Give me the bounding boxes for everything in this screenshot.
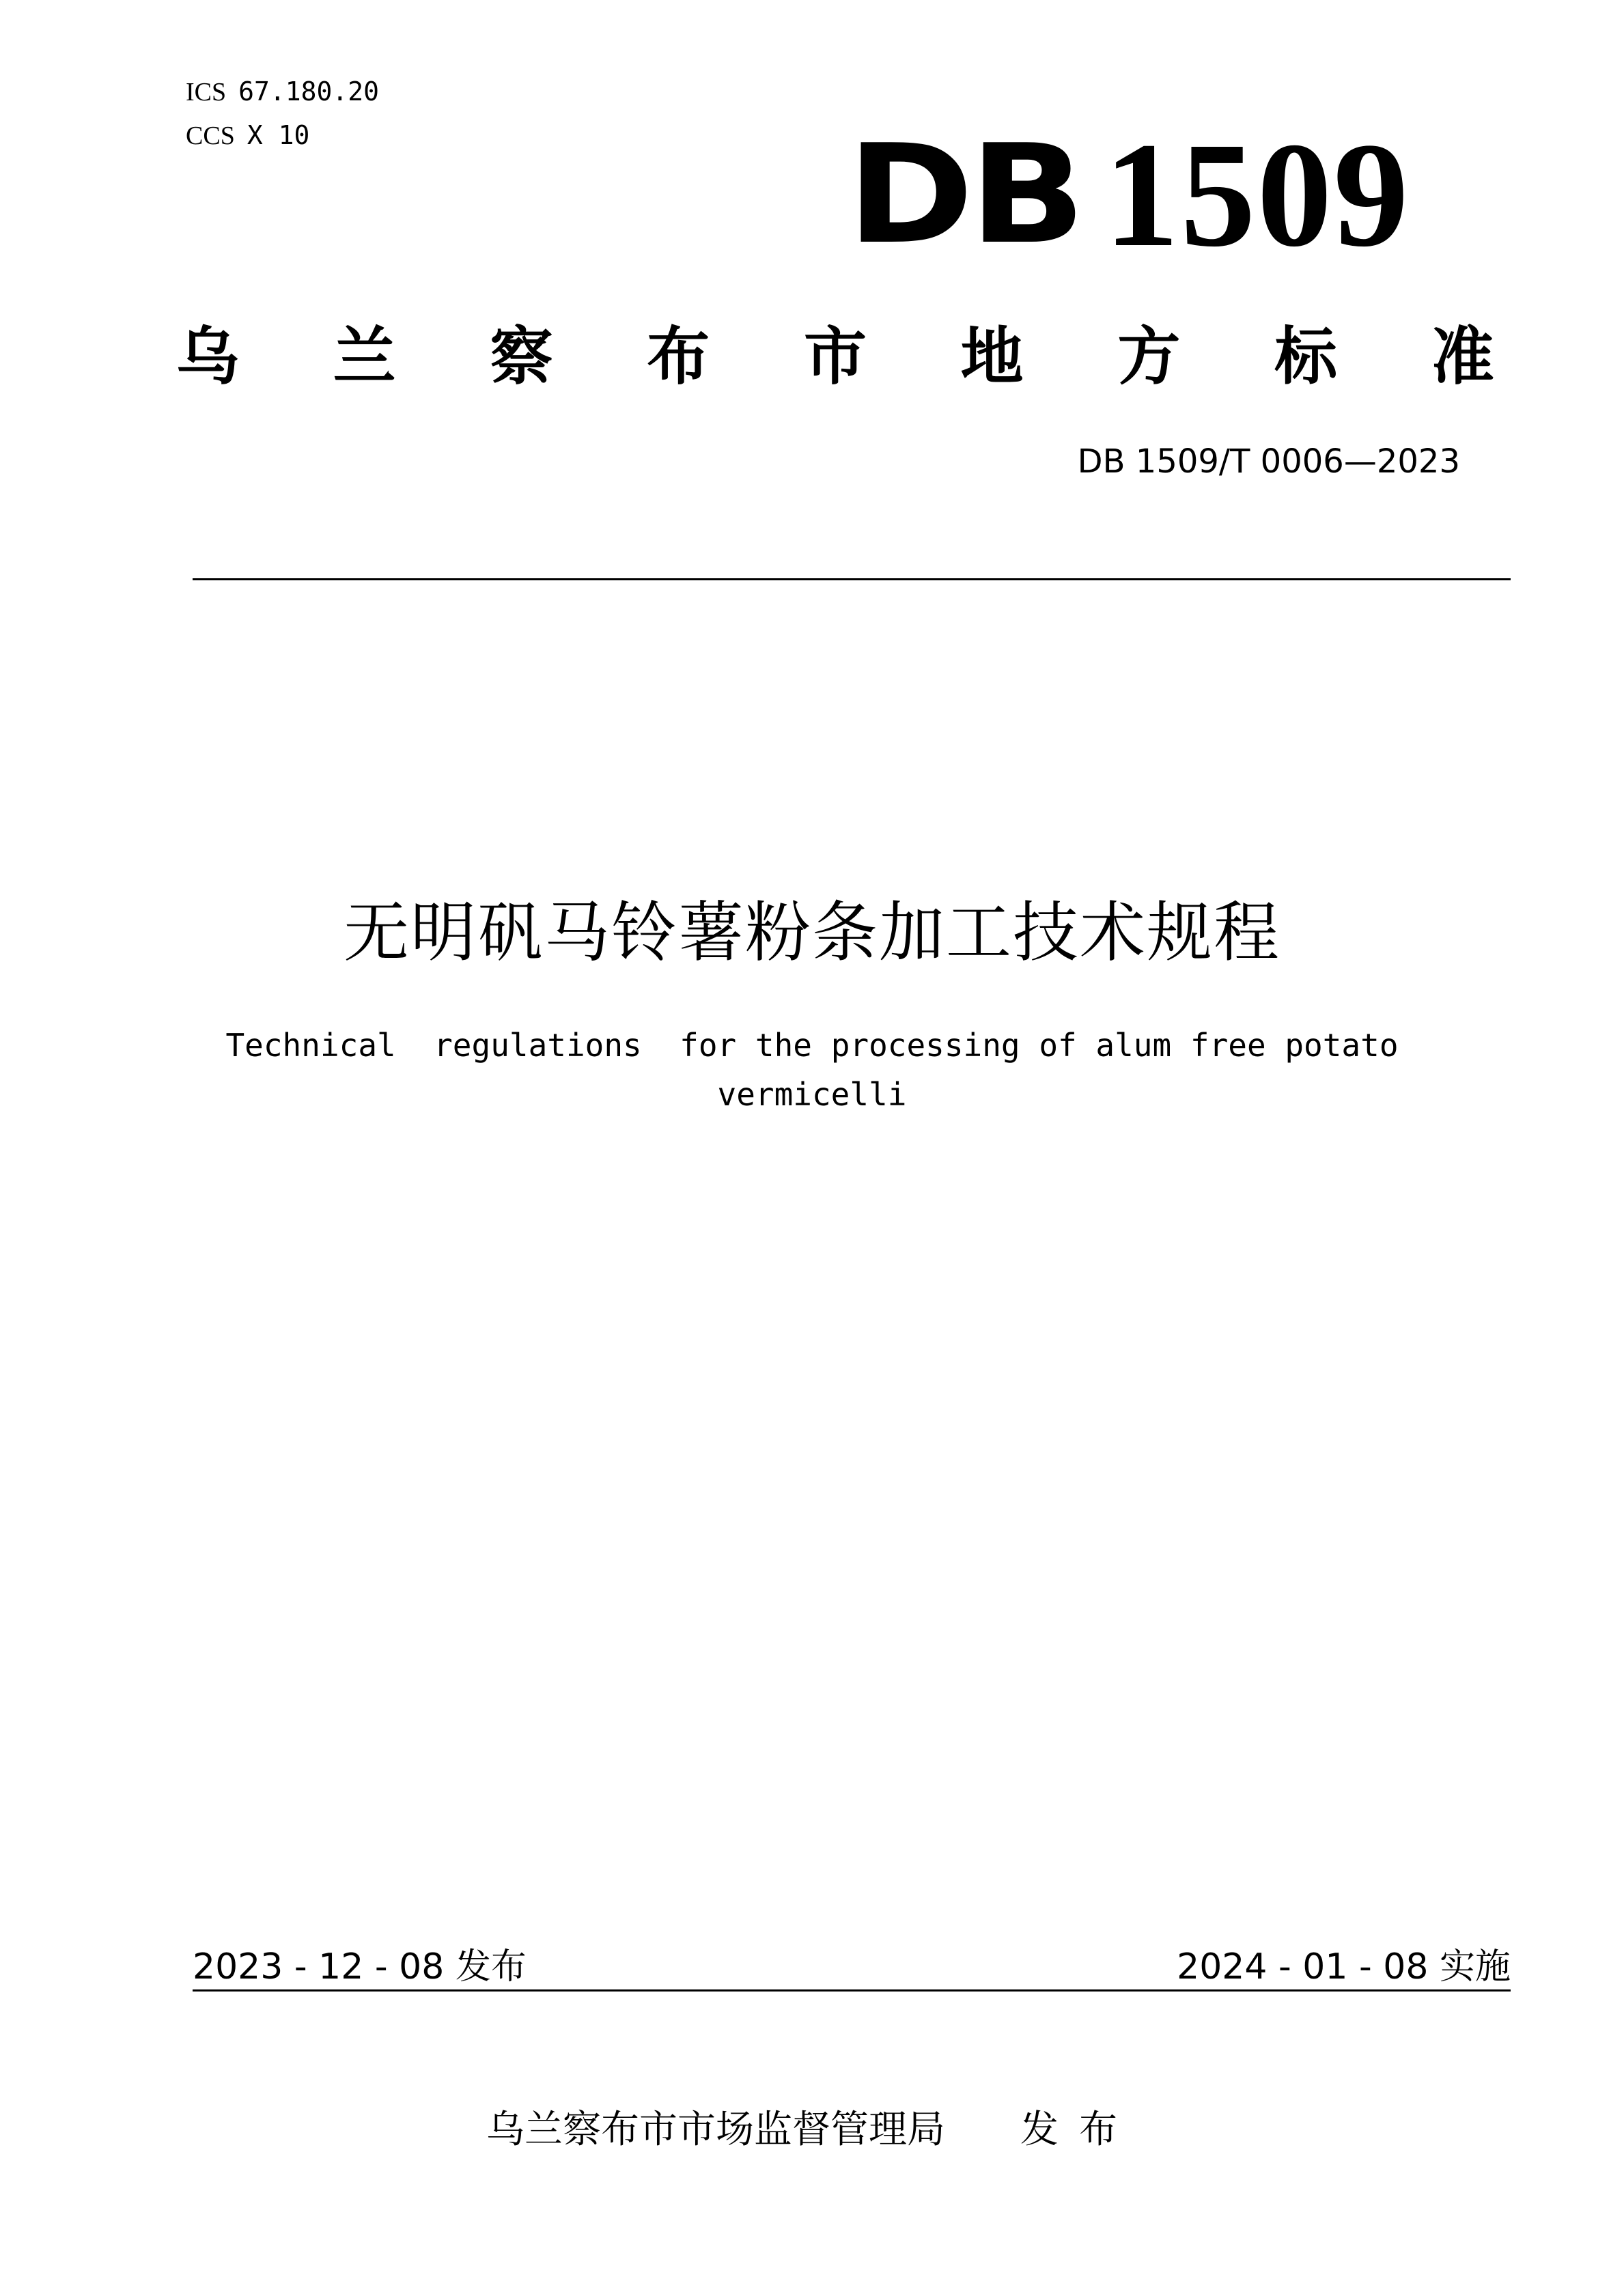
ics-code xyxy=(186,76,379,107)
chinese-title: 无明矾马铃薯粉条加工技术规程 xyxy=(344,894,1280,971)
ccs-label: CCS xyxy=(186,122,235,150)
authority-title-char: 准 xyxy=(1431,320,1494,393)
english-title-line-2: vermicelli xyxy=(717,1076,907,1113)
top-divider xyxy=(193,578,1511,580)
english-title-line-1: Technical regulations for the processing of alum free potato xyxy=(225,1027,1399,1064)
ics-label: ICS xyxy=(186,78,227,107)
issuer-action: 发布 xyxy=(1020,2108,1138,2152)
db-prefix: DB xyxy=(847,115,1082,274)
authority-title-char: 察 xyxy=(490,320,553,393)
ics-value: 67.180.20 xyxy=(238,76,380,107)
standard-number: DB 1509/T 0006—2023 xyxy=(1077,442,1460,481)
authority-title-char: 地 xyxy=(960,320,1024,393)
ccs-value: X 10 xyxy=(247,120,310,150)
authority-title-char: 市 xyxy=(803,320,867,393)
authority-title-char: 标 xyxy=(1274,320,1338,393)
bottom-divider xyxy=(193,1989,1511,1992)
authority-title-char: 布 xyxy=(647,320,710,393)
issuer-line xyxy=(0,2099,1624,2154)
implementation-date: 2024 - 01 - 08 实施 xyxy=(1177,1946,1511,1987)
issuer-name: 乌兰察布市市场监督管理局 xyxy=(486,2108,945,2152)
authority-title-char: 乌 xyxy=(176,320,240,393)
authority-title xyxy=(176,311,1494,393)
issue-date: 2023 - 12 - 08 发布 xyxy=(193,1946,527,1987)
authority-title-char: 方 xyxy=(1117,320,1181,393)
db-logo xyxy=(847,111,1410,278)
english-title xyxy=(0,1021,1624,1119)
ccs-code xyxy=(186,120,309,151)
authority-title-char: 兰 xyxy=(333,320,396,393)
db-number: 1509 xyxy=(1104,111,1410,278)
